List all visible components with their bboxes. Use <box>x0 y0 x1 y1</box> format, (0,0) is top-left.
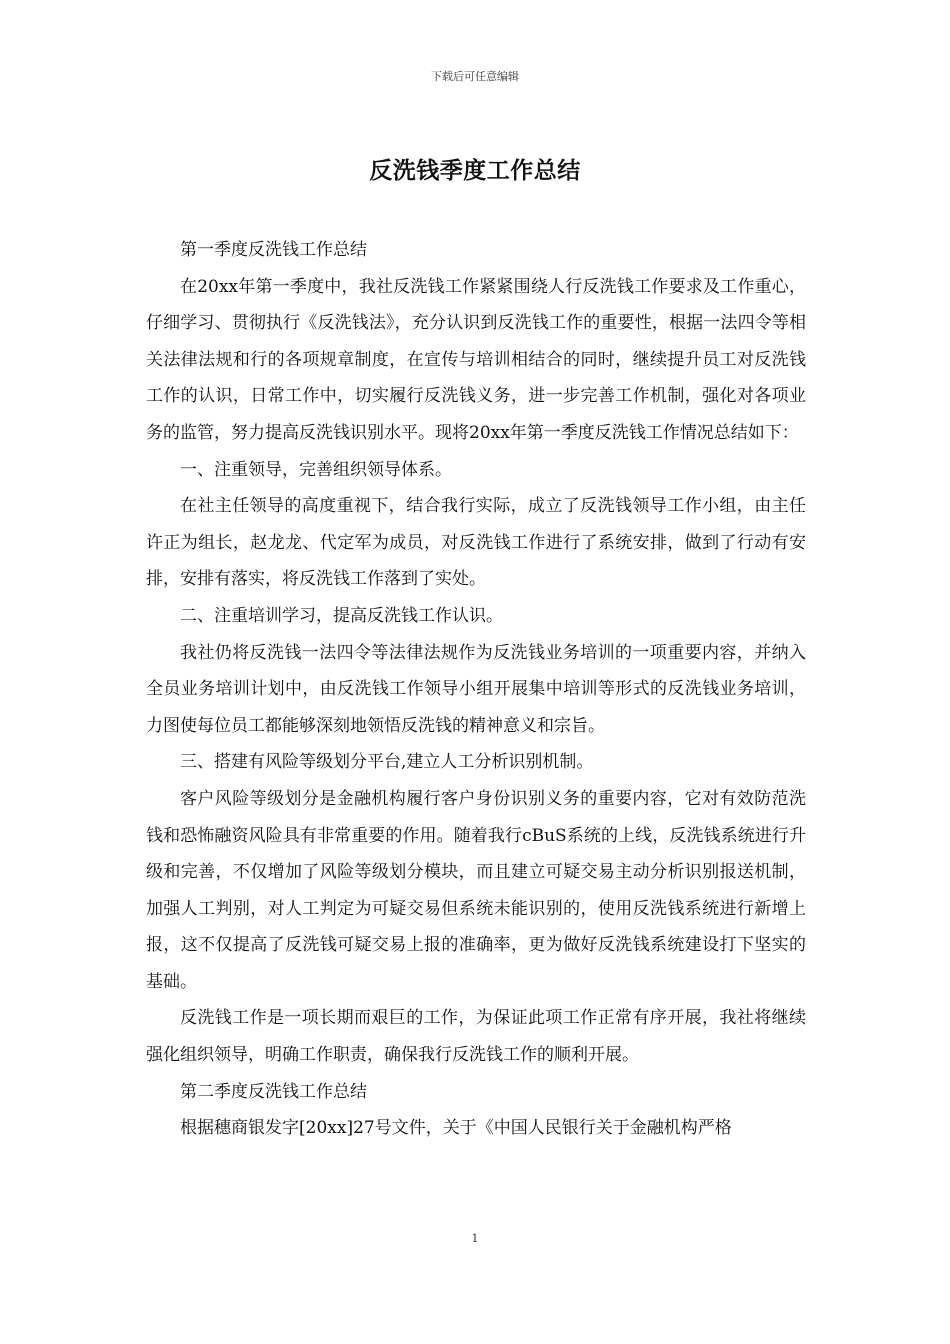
page-number: 1 <box>471 1232 479 1245</box>
paragraph-q1-heading: 第一季度反洗钱工作总结 <box>180 240 367 260</box>
document-body <box>146 232 806 1147</box>
paragraph-section-1-heading: 一、注重领导，完善组织领导体系。 <box>180 459 452 480</box>
paragraph-section-3-body: 客户风险等级划分是金融机构履行客户身份识别义务的重要内容，它对有效防范洗钱和恐怖融资风险具有非常重要的作用。随着我行cBuS系统的上线，反洗钱系统进行升级和完善，不仅增加了风险等级划分模块，而且建立可疑交易主动分析识别报送机制，加强人工判别，对人工判定为可疑交易但系统未能识别的，使用反洗钱系统进行新增上报，这不仅提高了反洗钱可疑交易上报的准确率，更为做好反洗钱系统建设打下坚实的基础。 <box>146 788 806 992</box>
paragraph-section-1-body: 在社主任领导的高度重视下，结合我行实际，成立了反洗钱领导工作小组，由主任许正为组长，赵龙龙、代定军为成员，对反洗钱工作进行了系统安排，做到了行动有安排，安排有落实，将反洗钱工作落到了实处。 <box>146 496 806 590</box>
paragraph-q1-conclusion: 反洗钱工作是一项长期而艰巨的工作，为保证此项工作正常有序开展，我社将继续强化组织领导，明确工作职责，确保我行反洗钱工作的顺利开展。 <box>146 1008 806 1066</box>
paragraph-q1-intro: 在20xx年第一季度中，我社反洗钱工作紧紧围绕人行反洗钱工作要求及工作重心，仔细学习、贯彻执行《反洗钱法》，充分认识到反洗钱工作的重要性，根据一法四令等相关法律法规和行的各项规章制度，在宣传与培训相结合的同时，继续提升员工对反洗钱工作的认识，日常工作中，切实履行反洗钱义务，进一步完善工作机制，强化对各项业务的监管，努力提高反洗钱识别水平。现将20xx年第一季度反洗钱工作情况总结如下： <box>146 276 806 443</box>
paragraph-q2-intro: 根据穗商银发字[20xx]27号文件，关于《中国人民银行关于金融机构严格 <box>180 1118 732 1139</box>
paragraph-section-3-heading: 三、搭建有风险等级划分平台,建立人工分析识别机制。 <box>180 752 594 773</box>
document-title: 反洗钱季度工作总结 <box>369 157 581 184</box>
paragraph-section-2-heading: 二、注重培训学习，提高反洗钱工作认识。 <box>180 605 503 626</box>
paragraph-q2-heading: 第二季度反洗钱工作总结 <box>180 1081 367 1102</box>
paragraph-section-2-body: 我社仍将反洗钱一法四令等法律法规作为反洗钱业务培训的一项重要内容，并纳入全员业务培训计划中，由反洗钱工作领导小组开展集中培训等形式的反洗钱业务培训，力图使每位员工都能够深刻地领悟反洗钱的精神意义和宗旨。 <box>146 642 806 736</box>
header-note: 下载后可任意编辑 <box>431 70 519 83</box>
